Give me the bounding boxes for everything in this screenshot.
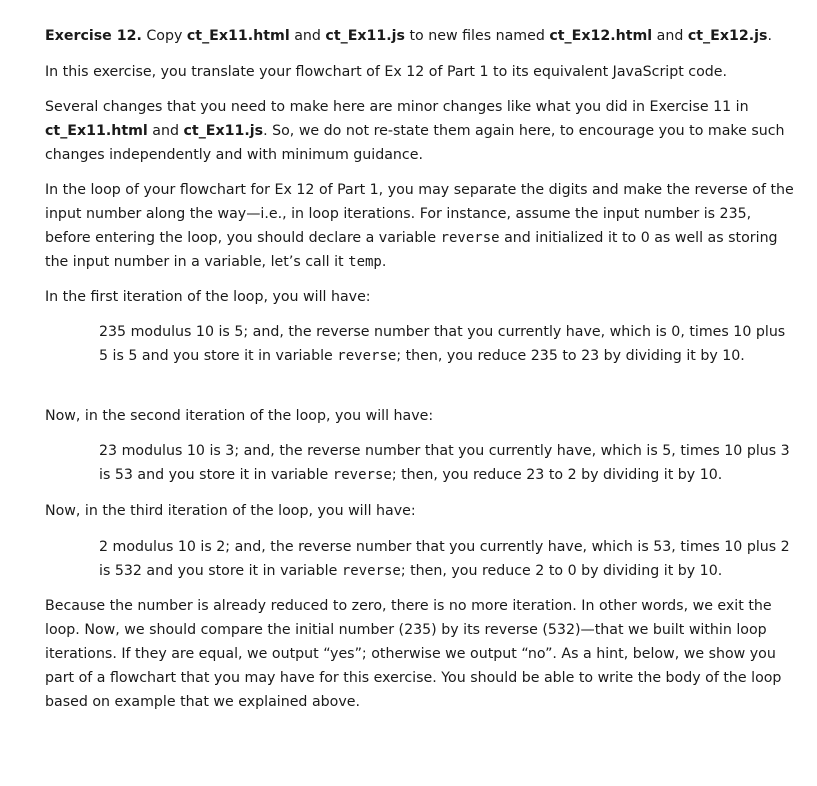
text-span: and xyxy=(652,28,688,44)
paragraph-minor-changes xyxy=(45,95,797,167)
filename-html-new: ct_Ex12.html xyxy=(549,28,653,44)
code-temp: temp xyxy=(348,254,382,270)
filename-html: ct_Ex11.html xyxy=(45,123,148,139)
filename-js-new: ct_Ex12.js xyxy=(687,28,768,44)
text-span: and xyxy=(147,123,184,139)
code-reverse: reverse xyxy=(337,348,397,364)
text-span: Several changes that you need to make here are minor changes like what you did in Exercise 11 in xyxy=(45,99,749,115)
paragraph-conclusion: Because the number is already reduced to zero, there is no more iteration. In other words, we exit the loop. Now, we should compare the initial number (235) by its reverse (532)—that we built within loop iterations. If they are equal, we output “yes”; otherwise we output “no”. As a hint, below, we show you part of a flowchart that you may have for this exercise. You should be able to write the body of the loop based on example that we explained above. xyxy=(45,598,782,710)
iteration-2-description xyxy=(99,439,794,487)
code-reverse: reverse xyxy=(341,563,401,579)
text-span: and initialized it to 0 as well as storing the input number in a variable, let’s call it xyxy=(45,230,778,270)
filename-js: ct_Ex11.js xyxy=(183,123,264,139)
text-span: ; then, you reduce 2 to 0 by dividing it by 10. xyxy=(400,563,723,579)
paragraph-translate-flowchart: In this exercise, you translate your flowchart of Ex 12 of Part 1 to its equivalent JavaScript code. xyxy=(45,64,728,80)
exercise-label: Exercise 12. xyxy=(45,28,142,44)
code-reverse: reverse xyxy=(440,230,500,246)
text-span: 2 modulus 10 is 2; and, the reverse number that you currently have, which is 53, times 10 plus 2 is 532 and you store it in variable xyxy=(99,539,790,579)
code-reverse: reverse xyxy=(332,467,392,483)
filename-js-old: ct_Ex11.js xyxy=(325,28,405,44)
iteration-1-description xyxy=(99,320,794,368)
exercise-heading-paragraph xyxy=(45,24,797,48)
paragraph-loop-explanation xyxy=(45,178,797,274)
paragraph-second-iteration: Now, in the second iteration of the loop, you will have: xyxy=(45,408,434,424)
iteration-3-description xyxy=(99,535,794,583)
text-span: ; then, you reduce 23 to 2 by dividing it by 10. xyxy=(391,467,723,483)
text-span: In the loop of your flowchart for Ex 12 of Part 1, you may separate the digits and make the reverse of the input number along the way—i.e., in loop iterations. For instance, assume the input number is 235, before entering the loop, you should declare a variable xyxy=(45,182,794,246)
text-span: and xyxy=(289,28,326,44)
text-span: Copy xyxy=(141,28,187,44)
text-span: . xyxy=(767,28,772,44)
text-span: . xyxy=(381,254,387,270)
filename-html-old: ct_Ex11.html xyxy=(186,28,290,44)
text-span: to new files named xyxy=(404,28,550,44)
paragraph-first-iteration: In the first iteration of the loop, you will have: xyxy=(45,289,371,305)
text-span: 235 modulus 10 is 5; and, the reverse number that you currently have, which is 0, times 10 plus 5 is 5 and you store it in variable xyxy=(99,324,786,364)
text-span: . So, we do not re-state them again here, to encourage you to make such changes independently and with minimum guidance. xyxy=(45,123,785,163)
text-span: ; then, you reduce 235 to 23 by dividing it by 10. xyxy=(396,348,745,364)
paragraph-third-iteration: Now, in the third iteration of the loop, you will have: xyxy=(45,503,416,519)
text-span: 23 modulus 10 is 3; and, the reverse number that you currently have, which is 5, times 10 plus 3 is 53 and you store it in variable xyxy=(99,443,790,483)
